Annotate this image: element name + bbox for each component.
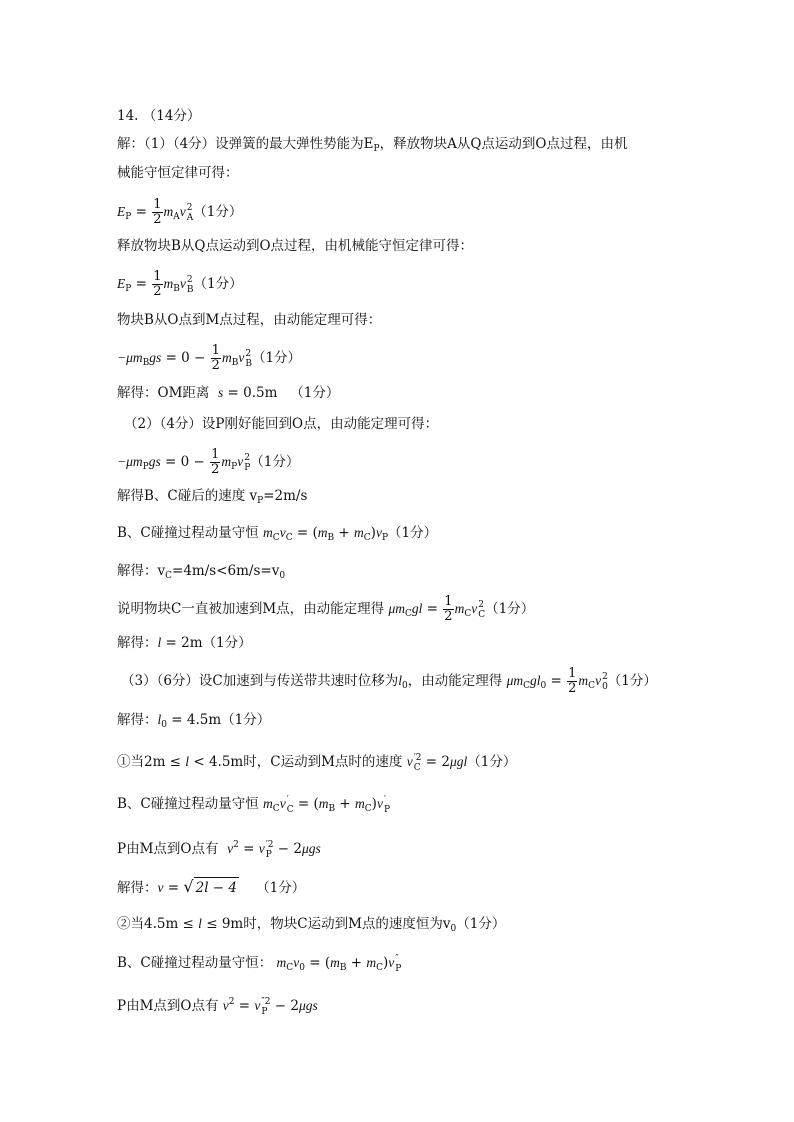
fraction: $\frac{1}{2}$ (568, 666, 577, 696)
fraction: $\frac{1}{2}$ (211, 343, 220, 373)
result-vp: 解得B、C碰后的速度 $v_P=2m/s$ (117, 488, 308, 506)
result-vc: 解得：$v_C=4m/s<6m/s=v_0$ (117, 563, 286, 581)
equation-momentum-3: B、C碰撞过程动量守恒： $m_Cv_0 = (m_B + m_C)v$ ″ P (117, 953, 402, 974)
fraction: $\frac{1}{2}$ (211, 447, 220, 477)
fraction: $\frac{1}{2}$ (153, 269, 162, 299)
equation-ep-b: $E_P$ = $\frac{1}{2}$ $m_Bv$ 2 B （1分） (117, 269, 243, 299)
result-v: 解得：v = √ 2l − 4 （1分） (117, 877, 306, 896)
case-2: ②当4.5m ≤ l ≤ 9m时，物块C运动到M点的速度恒为$v_0(1$分） (117, 916, 506, 934)
fraction: $\frac{1}{2}$ (444, 594, 453, 624)
equation-p-motion-2: P由M点到O点有 $v^2 = v$ ″2 P − 2μgs (117, 996, 318, 1017)
equation-c-accel: 说明物块C一直被加速到M点，由动能定理得 $\mu m_Cgl$ = $\frac{1}{2}$ $m_Cv$ 2 C （1分） (117, 594, 535, 624)
equation-ep-a: $E_P$ = $\frac{1}{2}$ $m_Av$ 2 A （1分） (117, 197, 243, 227)
equation-p-motion-1: P由M点到O点有 $v^2 = v$ ′2 P − 2μgs (117, 839, 321, 860)
result-l: 解得：l = 2m（1分） (117, 635, 252, 651)
text-line: 物块B从O点到M点过程，由动能定理可得： (117, 312, 382, 328)
equation-momentum-2: B、C碰撞过程动量守恒 $m_Cv$ ′ C = $(m_B + m_C)v$ ′ P (117, 794, 391, 815)
case-1: ①当2m ≤ l < 4.5m时，C运动到M点时的速度 v ′2 C = 2μgl（1分） (117, 752, 517, 773)
question-number: 14. （14分） (117, 108, 201, 124)
result-l0: 解得：$l_0 = 4.5m(1$分） (117, 712, 271, 730)
result-om-distance: 解得：OM距离 s = 0.5m （1分） (117, 385, 340, 401)
equation-work-energy-b: $-\mu m_Bgs = 0$ − $\frac{1}{2}$ $m_Bv$ 2 B （1分） (117, 343, 302, 373)
text-line: 械能守恒定律可得： (117, 165, 239, 181)
text-line: 释放物块B从Q点运动到O点过程，由机械能守恒定律可得： (117, 238, 474, 254)
equation-work-energy-p: $-\mu m_Pgs = 0$ − $\frac{1}{2}$ $m_Pv$ 2 P （1分） (117, 447, 300, 477)
solution-part1-intro: 解：（1）（4分）设弹簧的最大弹性势能为$E_P$，释放物块A从Q点运动到O点过程，由机 (117, 136, 628, 154)
solution-part3-intro: （3）（6分）设C加速到与传送带共速时位移为$l_0$，由动能定理得 $\mu m_Cgl_0$ = $\frac{1}{2}$ $m_Cv$ 2 0 （1分） (121, 666, 657, 696)
equation-momentum-1: B、C碰撞过程动量守恒 $m_Cv_C = (m_B + m_C)v_P(1$分） (117, 525, 438, 543)
solution-part2-intro: （2）（4分）设P刚好能回到O点，由动能定理可得： (124, 416, 439, 432)
fraction: $\frac{1}{2}$ (153, 197, 162, 227)
